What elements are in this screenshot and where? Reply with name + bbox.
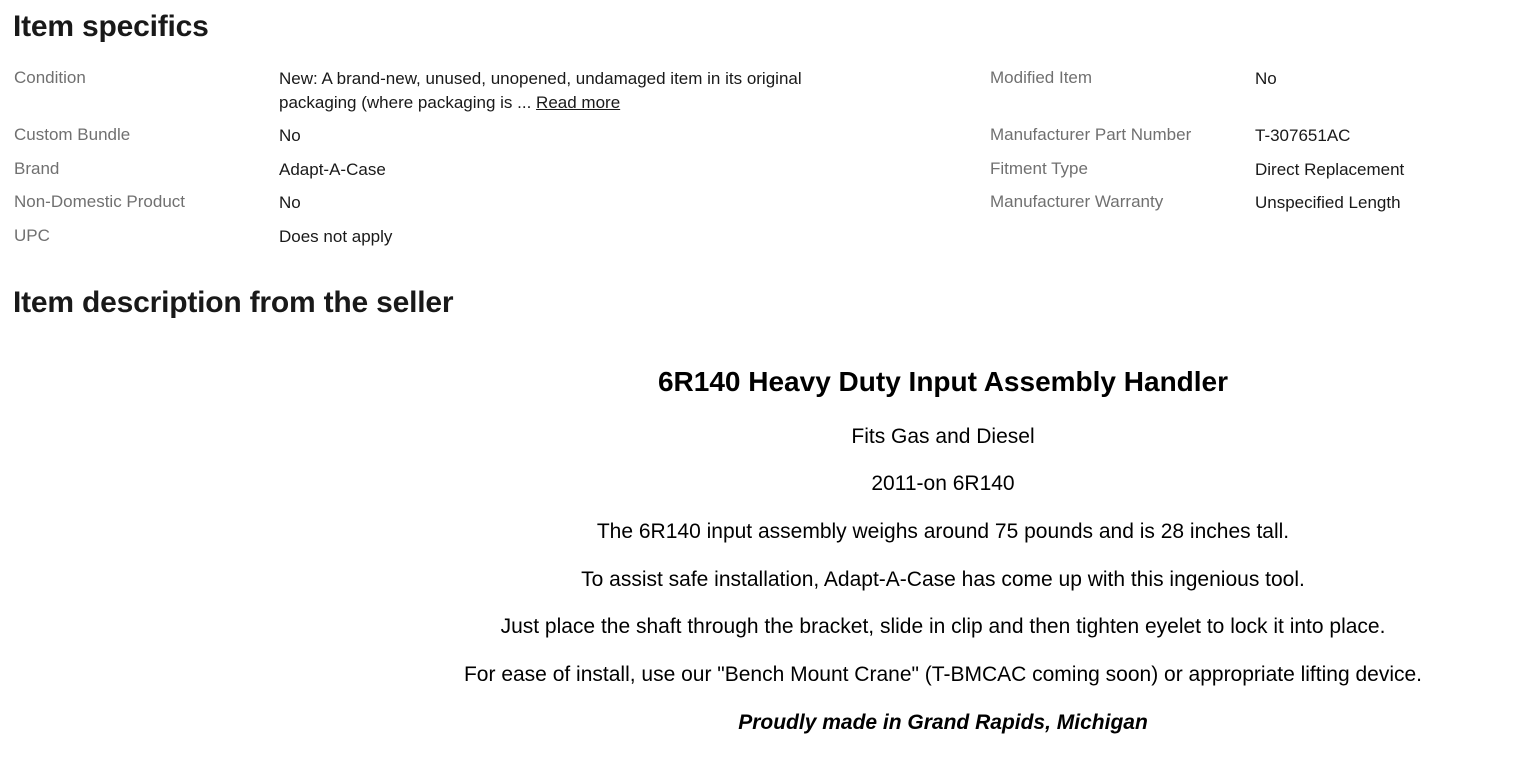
description-line: Just place the shaft through the bracket, slide in clip and then tighten eyelet to lock it into place. (500, 615, 1386, 638)
item-specifics-title: Item specifics (13, 10, 209, 43)
spec-value-fitment-type: Direct Replacement (1255, 160, 1405, 179)
description-line: For ease of install, use our "Bench Mount Crane" (T-BMCAC coming soon) or appropriate lifting device. (463, 663, 1422, 686)
spec-value-modified-item: No (1255, 69, 1277, 88)
spec-value-non-domestic: No (279, 193, 301, 212)
spec-label-fitment-type: Fitment Type (990, 159, 1088, 178)
description-line: Fits Gas and Diesel (851, 425, 1035, 448)
item-description-title: Item description from the seller (13, 286, 454, 319)
spec-label-brand: Brand (14, 159, 60, 178)
spec-value-custom-bundle: No (279, 126, 301, 145)
description-line: To assist safe installation, Adapt-A-Case has come up with this ingenious tool. (581, 568, 1305, 591)
spec-label-warranty: Manufacturer Warranty (990, 192, 1164, 211)
spec-label-custom-bundle: Custom Bundle (14, 125, 131, 144)
spec-value-warranty: Unspecified Length (1255, 193, 1401, 212)
spec-value-condition (279, 67, 859, 115)
spec-label-mpn: Manufacturer Part Number (990, 125, 1192, 144)
condition-text: New: A brand-new, unused, unopened, undamaged item in its original packaging (where packaging is ... (279, 69, 802, 112)
spec-label-non-domestic: Non-Domestic Product (14, 192, 186, 211)
spec-value-mpn: T-307651AC (1255, 126, 1351, 145)
spec-label-condition: Condition (14, 68, 86, 87)
description-heading: 6R140 Heavy Duty Input Assembly Handler (657, 366, 1229, 397)
spec-value-upc: Does not apply (279, 227, 393, 246)
read-more-link[interactable]: Read more (536, 93, 621, 112)
spec-value-brand: Adapt-A-Case (279, 160, 386, 179)
description-tagline: Proudly made in Grand Rapids, Michigan (738, 711, 1148, 734)
spec-label-upc: UPC (14, 226, 50, 245)
description-line: The 6R140 input assembly weighs around 75 pounds and is 28 inches tall. (596, 520, 1290, 543)
spec-label-modified-item: Modified Item (990, 68, 1093, 87)
description-line: 2011-on 6R140 (871, 472, 1015, 495)
